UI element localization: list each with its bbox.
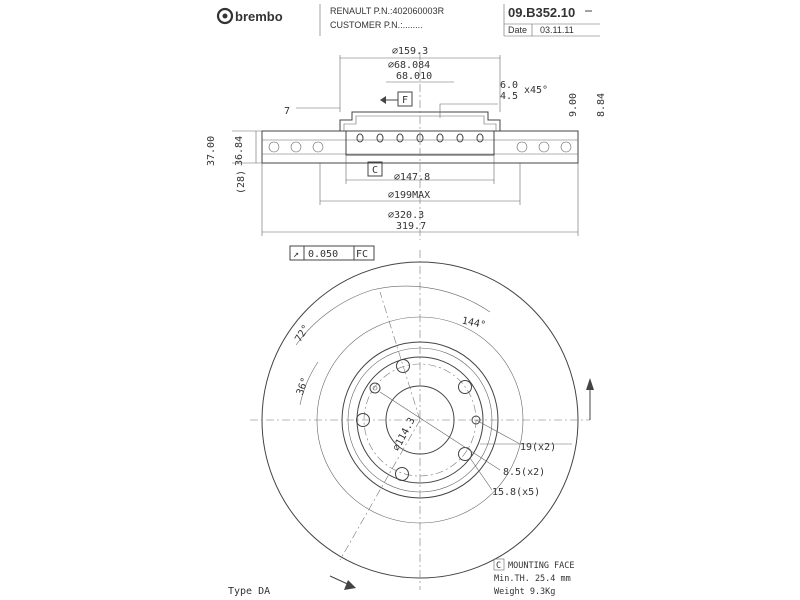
dim-chamfer-b: 4.5 [500, 91, 519, 102]
callout-19: 19(x2) [520, 442, 557, 453]
dim-d159: ⌀159.3 [392, 46, 429, 57]
notes [228, 559, 575, 597]
dim-flange-thk: 7 [284, 106, 291, 117]
runout-symbol: ↗ [293, 249, 300, 260]
mounting-code: C [496, 561, 502, 571]
brembo-logo [218, 9, 283, 24]
oem-part-number: RENAULT P.N.:402060003R [330, 6, 445, 16]
dim-d319: 319.7 [396, 221, 427, 232]
date-value: 03.11.11 [540, 25, 574, 35]
runout-tolerance: 0.050 [308, 249, 339, 260]
rotation-arrow-up [586, 378, 594, 390]
dim-d320: ⌀320.3 [388, 210, 425, 221]
date-label: Date [508, 25, 528, 35]
datum-f: F [402, 95, 409, 106]
customer-part-number: CUSTOMER P.N.:........ [330, 20, 423, 30]
title-block [218, 4, 600, 36]
datum-c: C [372, 165, 379, 176]
brand-name: brembo [235, 9, 283, 24]
dim-bore-max: ⌀68.084 [388, 60, 431, 71]
pcd-dimension: ⌀114.3 [391, 415, 418, 453]
callout-8-5: 8.5(x2) [503, 467, 546, 478]
callout-15-8: 15.8(x5) [492, 487, 541, 498]
rotation-arrow-down [344, 580, 356, 590]
section-view [206, 46, 607, 260]
part-number: 09.B352.10 [508, 5, 576, 20]
mounting-face: MOUNTING FACE [508, 561, 575, 571]
type-label: Type DA [228, 586, 271, 597]
dim-d147: ⌀147.8 [394, 172, 431, 183]
front-view [250, 250, 594, 590]
runout-ref: FC [356, 249, 369, 260]
angle-144: 144° [460, 315, 487, 332]
dim-chamfer-a: 6.0 [500, 80, 519, 91]
dim-thk-ref: (28) [236, 169, 247, 194]
dim-hat-depth-b: 8.84 [596, 92, 607, 117]
dim-d199: ⌀199MAX [388, 190, 431, 201]
dim-bore-min: 68.010 [396, 71, 433, 82]
dim-hat-depth-a: 9.00 [568, 92, 579, 117]
dim-thk-min: 36.84 [234, 135, 245, 166]
dim-chamfer-angle: x45° [524, 85, 549, 96]
angle-36: 36° [294, 376, 312, 397]
dim-thk-max: 37.00 [206, 135, 217, 166]
min-thickness: Min.TH. 25.4 mm [494, 574, 571, 584]
weight: Weight 9.3Kg [494, 587, 556, 597]
angle-72: 72° [293, 323, 313, 345]
